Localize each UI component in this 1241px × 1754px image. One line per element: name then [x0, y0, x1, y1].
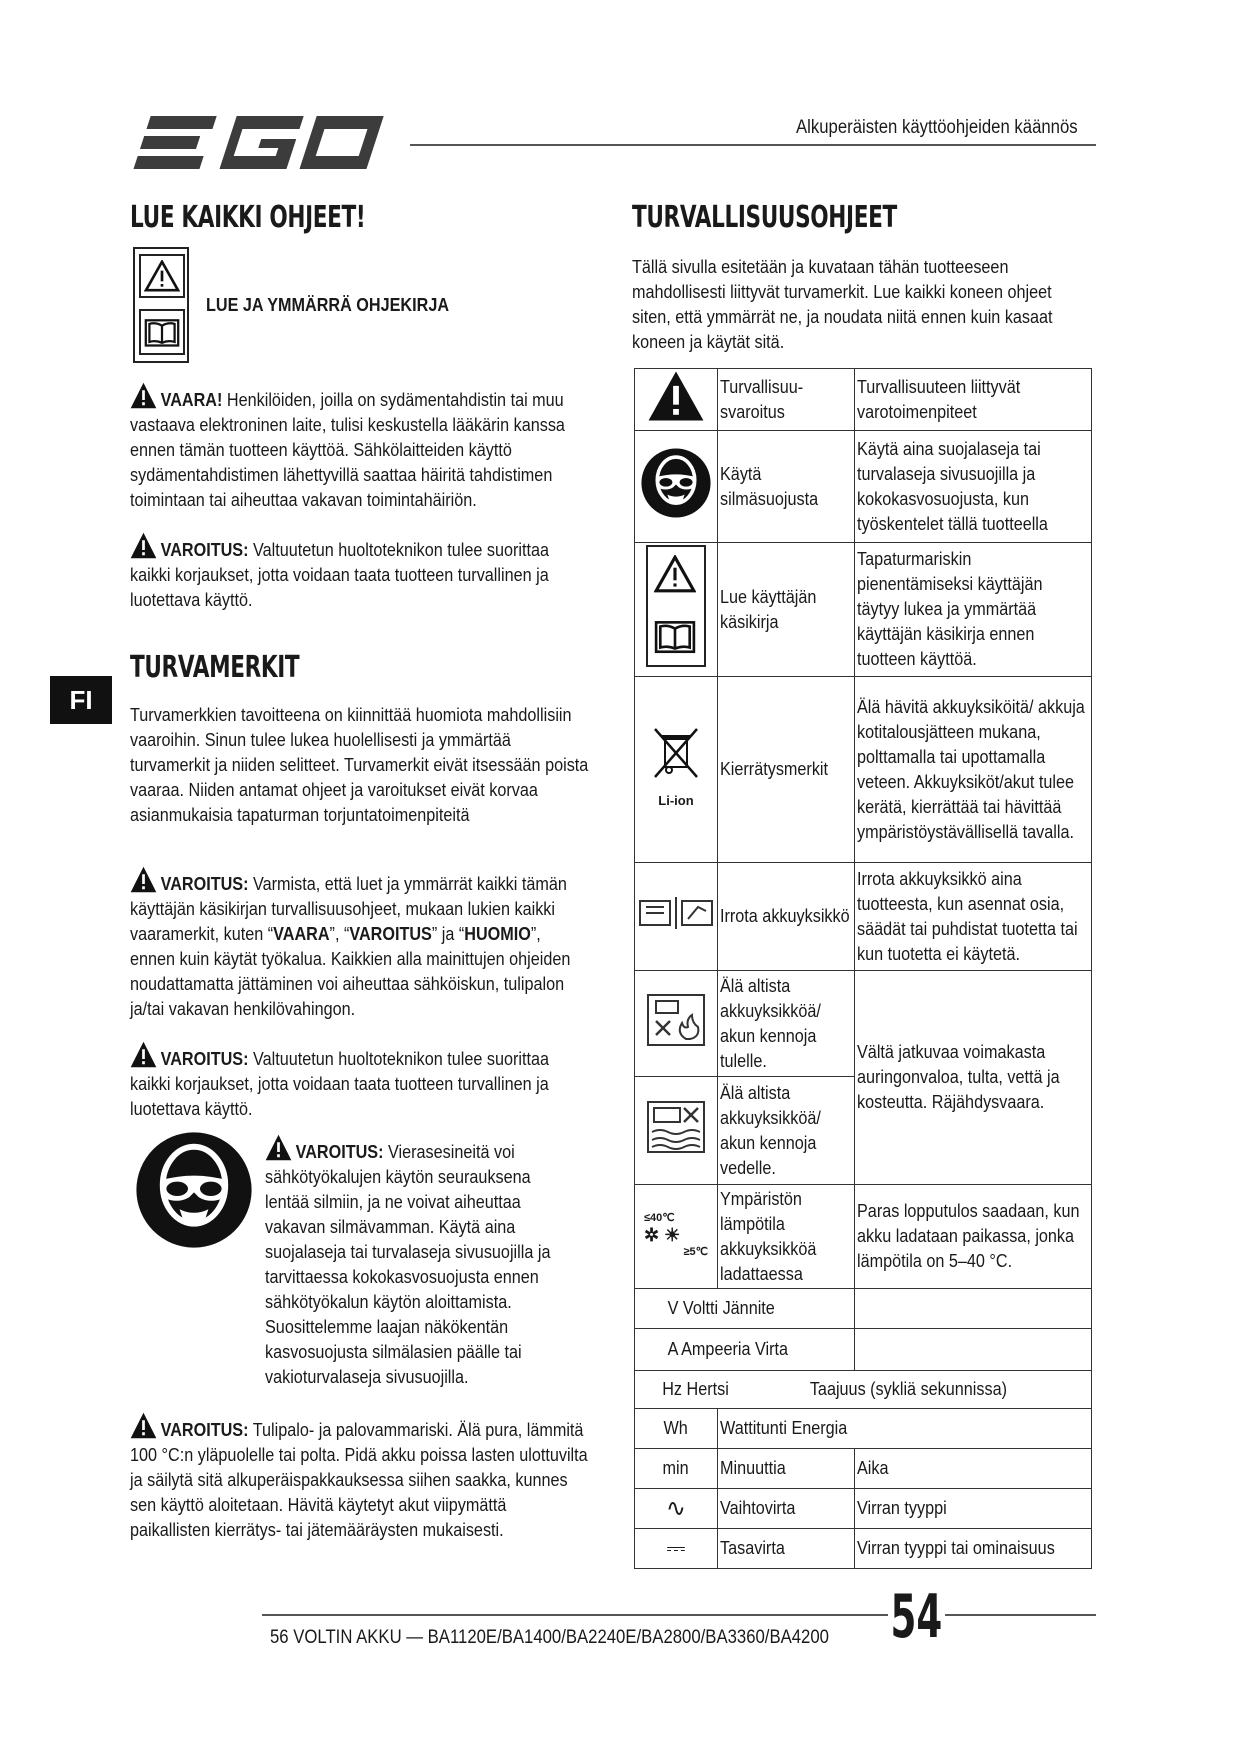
name-cell — [717, 1409, 1091, 1449]
icon-cell — [635, 1449, 718, 1489]
table-row — [635, 1371, 1092, 1409]
warning-keyword: VAROITUS: — [160, 1049, 249, 1069]
danger-text: Henkilöiden, joilla on sydämentahdistin tai muu vastaava elektroninen laite, tulisi keskustella lääkärin kanssa ennen tämän tuotteen käyttöä. Sähkölaitteiden käyttö sydämentahdistimen lähettyvillä saattaa häiritä tahdistimen toimintaan tai aiheuttaa vakavan toimintahäiriön. — [130, 390, 565, 510]
symbol-desc: Käytä aina suojalaseja tai turvalaseja sivusuojilla ja kokokasvosuojusta, kun työskentelet tällä tuotteella — [856, 438, 1048, 534]
table-row — [635, 1289, 1092, 1329]
table-row — [635, 971, 1092, 1077]
symbol-cell — [635, 1289, 855, 1329]
table-row — [635, 1329, 1092, 1371]
ego-logo — [130, 112, 385, 179]
symbol-name: Tasavirta — [719, 1538, 785, 1558]
desc-cell — [854, 863, 1091, 971]
crossed-bin-icon — [651, 727, 701, 781]
kw-varoitus: VAROITUS — [349, 924, 432, 944]
warning-triangle-icon — [265, 1134, 292, 1161]
unit-symbol: Hz — [662, 1379, 682, 1399]
remove-battery-icon — [638, 895, 714, 931]
table-row — [635, 1185, 1092, 1289]
table-row — [635, 1409, 1092, 1449]
desc-cell — [854, 543, 1091, 677]
icon-cell — [635, 543, 718, 677]
icon-cell — [635, 863, 718, 971]
icon-cell — [635, 1185, 718, 1289]
danger-paragraph — [130, 382, 589, 513]
book-icon — [144, 316, 180, 348]
header-subtitle: Alkuperäisten käyttöohjeiden käännös — [796, 117, 1078, 138]
name-cell — [717, 863, 854, 971]
danger-keyword: VAARA! — [160, 390, 223, 410]
dc-icon — [635, 1529, 718, 1569]
read-manual-label: LUE JA YMMÄRRÄ OHJEKIRJA — [206, 295, 450, 315]
symbol-desc: Taajuus (sykliä sekunnissa) — [809, 1379, 1008, 1399]
warning-icon — [144, 260, 180, 292]
symbol-name: Voltti — [682, 1298, 719, 1318]
table-row — [635, 1529, 1092, 1569]
warning-keyword: VAROITUS: — [160, 1420, 249, 1440]
desc-cell — [854, 1449, 1091, 1489]
symbol-desc: Virta — [754, 1339, 789, 1359]
ac-icon — [635, 1489, 718, 1529]
kw-huomio: HUOMIO — [464, 924, 531, 944]
name-cell — [717, 971, 854, 1077]
no-fire-icon — [646, 993, 706, 1047]
desc-cell — [854, 1185, 1091, 1289]
table-row — [635, 677, 1092, 863]
symbol-desc: Paras lopputulos saadaan, kun akku ladataan paikassa, jonka lämpötila on 5–40 °C. — [856, 1201, 1080, 1271]
temp-min-label: ≥5℃ — [683, 1246, 708, 1258]
name-cell — [717, 543, 854, 677]
goggles-icon — [640, 447, 712, 519]
warning-triangle-icon — [130, 382, 157, 409]
desc-cell — [854, 1289, 1091, 1329]
desc-cell — [854, 1529, 1091, 1569]
footer-model-text: 56 VOLTIN AKKU — BA1120E/BA1400/BA2240E/BA2800/BA3360/BA4200 — [270, 1627, 829, 1648]
symbol-name: Kierrätysmerkit — [719, 759, 828, 779]
warning-text: Vierasesineitä voi sähkötyökalujen käytön seurauksena lentää silmiin, ja ne voivat aiheuttaa vakavan silmävamman. Käytä aina suojalaseja tai turvalaseja sivusuojilla ja tarvittaessa kokokasvosuojusta ennen sähkötyökalun käytön aloittamista. Suosittelemme laajan näkökentän kasvosuojusta silmälasien päälle tai vakioturvalaseja sivusuojilla. — [265, 1142, 551, 1387]
name-cell — [717, 1185, 854, 1289]
sun-snow-icon: ✲ ☀ — [643, 1225, 681, 1245]
symbol-name: Vaihtovirta — [719, 1498, 796, 1518]
warning-triangle-icon — [130, 532, 157, 559]
footer-rule — [262, 1614, 1096, 1616]
header-rule — [410, 144, 1096, 146]
unit-symbol: Wh — [663, 1418, 688, 1438]
symbol-name: Irrota akkuyksikkö — [719, 906, 850, 926]
warning-text: ”, ennen kuin käytät työkalua. Kaikkien alla mainittujen ohjeiden noudattamatta jättäminen voi aiheuttaa sähköiskun, tulipalon ja/tai vakavan henkilövahingon. — [130, 924, 571, 1019]
warning-triangle-icon — [130, 866, 157, 893]
unit-symbol: min — [662, 1458, 689, 1478]
symbol-desc: Virran tyyppi tai ominaisuus — [856, 1538, 1055, 1558]
warning-text: Varmista, että luet ja ymmärrät kaikki tämän käyttäjän käsikirjan turvallisuusohjeet, mukaan lukien kaikki vaaramerkit, kuten “ — [130, 874, 567, 944]
desc-cell — [854, 1489, 1091, 1529]
language-tab — [50, 676, 112, 724]
icon-cell — [635, 1077, 718, 1185]
warning-text: ” ja “ — [431, 924, 465, 944]
symbol-name: Älä altista akkuyksikköä/ akun kennoja vedelle. — [719, 1082, 821, 1178]
language-tab-label: FI — [69, 684, 93, 715]
symbol-desc: Irrota akkuyksikkö aina tuotteesta, kun asennat osia, säädät tai puhdistat tuotetta tai kun tuotetta ei käytetä. — [856, 868, 1078, 964]
symbol-desc: Virran tyyppi — [856, 1498, 947, 1518]
symbol-name: Lue käyttäjän käsikirja — [719, 586, 817, 632]
warning-paragraph-1 — [130, 532, 589, 613]
symbol-desc: Aika — [856, 1458, 889, 1478]
desc-cell — [854, 1329, 1091, 1371]
icon-cell — [635, 1409, 718, 1449]
icon-cell — [635, 971, 718, 1077]
symbol-name: Älä altista akkuyksikköä/ akun kennoja tulelle. — [719, 975, 821, 1071]
unit-symbol: ⎓ — [666, 1535, 686, 1562]
symbol-desc: Jännite — [722, 1298, 775, 1318]
warning-text: Valtuutetun huoltoteknikon tulee suorittaa kaikki korjaukset, jotta voidaan taata tuotteen turvallinen ja luotettava käyttö. — [130, 540, 550, 610]
name-cell — [717, 369, 854, 431]
icon-cell — [635, 677, 718, 863]
book-icon — [654, 617, 696, 655]
li-ion-label: Li-ion — [658, 792, 694, 808]
name-cell — [717, 1077, 854, 1185]
heading-read-all: LUE KAIKKI OHJEET! — [130, 200, 366, 235]
icon-cell — [635, 369, 718, 431]
unit-symbol: A — [667, 1339, 678, 1359]
table-row — [635, 1449, 1092, 1489]
unit-symbol: ∿ — [665, 1495, 687, 1522]
symbol-table — [634, 368, 1092, 1569]
symbol-desc: Vältä jatkuvaa voimakasta auringonvaloa, tulta, vettä ja kosteutta. Räjähdysvaara. — [856, 1042, 1060, 1112]
name-cell — [717, 1529, 854, 1569]
warning-text: Valtuutetun huoltoteknikon tulee suorittaa kaikki korjaukset, jotta voidaan taata tuotteen turvallinen ja luotettava käyttö. — [130, 1049, 550, 1119]
symbol-cell — [635, 1329, 855, 1371]
warning-keyword: VAROITUS: — [160, 540, 249, 560]
safety-intro: Tällä sivulla esitetään ja kuvataan tähän tuotteeseen mahdollisesti liittyvät turvamerkit. Lue kaikki koneen ohjeet siten, että ymmärrät ne, ja noudata niitä ennen kuin kasaat koneen ja käytät sitä. — [632, 257, 1053, 352]
warning-triangle-icon — [130, 1412, 157, 1439]
symbol-name: Ampeeria — [681, 1339, 751, 1359]
name-cell — [717, 1449, 854, 1489]
table-row — [635, 543, 1092, 677]
warning-paragraph-3 — [130, 1041, 589, 1122]
icon-cell — [635, 431, 718, 543]
no-water-icon — [646, 1100, 706, 1154]
symbol-desc: Turvallisuuteen liittyvät varotoimenpiteet — [856, 376, 1021, 422]
warning-icon — [647, 370, 705, 422]
heading-safety-instructions: TURVALLISUUSOHJEET — [632, 200, 897, 235]
symbol-name: Ympäristön lämpötila akkuyksikköä ladattaessa — [719, 1188, 817, 1284]
heading-turvamerkit: TURVAMERKIT — [130, 650, 300, 685]
desc-cell — [854, 431, 1091, 543]
table-row — [635, 863, 1092, 971]
name-cell — [717, 431, 854, 543]
warning-text: Tulipalo- ja palovammariski. Älä pura, lämmitä 100 °C:n yläpuolelle tai polta. Pidä akku poissa lasten ulottuvilta ja säilytä sitä alkuperäispakkauksessa siihen saakka, kunnes sen käyttö aloitetaan. Hävitä käytetyt akut viipymättä paikallisten kierrätys- tai jätemääräysten mukaisesti. — [130, 1420, 588, 1540]
desc-cell — [854, 971, 1091, 1185]
symbol-desc: Älä hävitä akkuyksiköitä/ akkuja kotitalousjätteen mukana, polttamalla tai upottamalla veteen. Akkuyksiköt/akut tulee kerätä, kierrättää tai hävittää ympäristöystävällisellä tavalla. — [856, 696, 1085, 842]
eye-protection-icon — [134, 1130, 254, 1250]
warning-triangle-icon — [130, 1041, 157, 1068]
page-number: 54 — [888, 1582, 945, 1652]
symbol-desc: Tapaturmariskin pienentämiseksi käyttäjän täytyy lukea ja ymmärtää käyttäjän käsikirja ennen tuotteen käyttöä. — [856, 549, 1043, 669]
desc-cell — [854, 369, 1091, 431]
table-row — [635, 1489, 1092, 1529]
kw-vaara: VAARA — [273, 924, 330, 944]
temp-max-label: ≤40℃ — [643, 1212, 675, 1224]
warning-keyword: VAROITUS: — [295, 1142, 384, 1162]
name-cell — [717, 677, 854, 863]
desc-cell — [854, 677, 1091, 863]
symbol-name: Turvallisuu-svaroitus — [719, 376, 804, 422]
table-row — [635, 369, 1092, 431]
symbol-name: Minuuttia — [719, 1458, 786, 1478]
warning-paragraph-2 — [130, 866, 589, 1022]
warning-paragraph-4 — [265, 1134, 576, 1390]
symbol-desc: Energia — [791, 1418, 848, 1438]
read-manual-icon — [646, 545, 706, 667]
symbol-name: Hertsi — [686, 1379, 729, 1399]
warning-text: ”, “ — [329, 924, 350, 944]
temperature-icon — [644, 1211, 708, 1259]
warning-paragraph-5 — [130, 1412, 589, 1543]
symbol-name: Käytä silmäsuojusta — [719, 463, 819, 509]
symbol-name: Wattitunti — [719, 1418, 787, 1438]
turvamerkit-paragraph: Turvamerkkien tavoitteena on kiinnittää huomiota mahdollisiin vaaroihin. Sinun tulee lukea huolellisesti ja ymmärtää turvamerkit ja niiden selitteet. Turvamerkit eivät itsessään poista vaaraa. Niiden antamat ohjeet ja varoitukset eivät korvaa asianmukaisia tapaturman torjuntatoimenpiteitä — [130, 705, 589, 825]
symbol-cell — [635, 1371, 1092, 1409]
table-row — [635, 431, 1092, 543]
warning-keyword: VAROITUS: — [160, 874, 249, 894]
read-manual-icon — [133, 247, 189, 363]
unit-symbol: V — [667, 1298, 679, 1318]
warning-icon — [654, 555, 696, 593]
name-cell — [717, 1489, 854, 1529]
